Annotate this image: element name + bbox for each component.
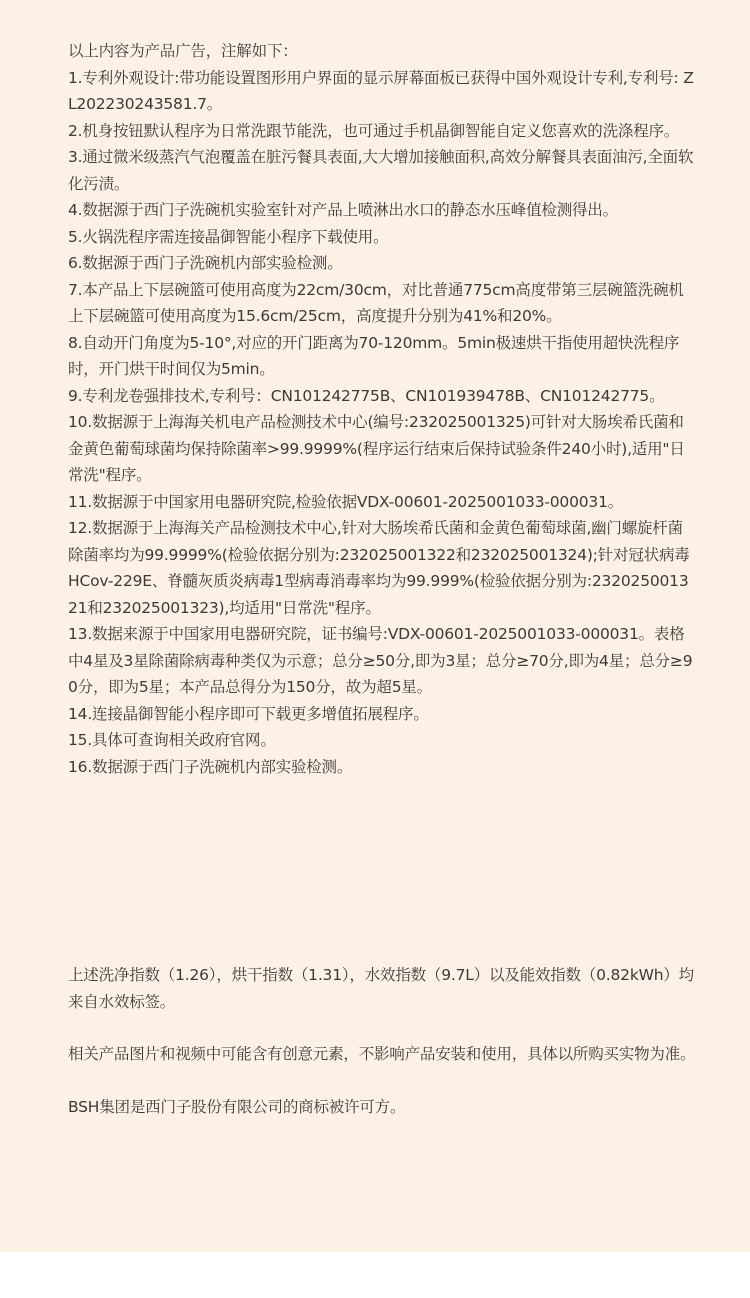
footnote-item: 2.机身按钮默认程序为日常洗跟节能洗，也可通过手机晶御智能自定义您喜欢的洗涤程序。: [68, 121, 680, 140]
footnote-item: 5.火锅洗程序需连接晶御智能小程序下载使用。: [68, 227, 389, 246]
footnotes: [68, 38, 698, 780]
footnote-item: 10.数据源于上海海关机电产品检测技术中心(编号:232025001325)可针对大肠埃希氏菌和金黄色葡萄球菌均保持除菌率>99.9999%(程序运行结束后保持试验条件240小时),适用"日常洗"程序。: [68, 413, 685, 484]
footnote-item: 8.自动开门角度为5-10°,对应的开门距离为70-120mm。5min极速烘干指使用超快洗程序时，开门烘干时间仅为5min。: [68, 333, 680, 378]
disclaimer-note: 相关产品图片和视频中可能含有创意元素，不影响产品安装和使用，具体以所购买实物为准。: [68, 1045, 696, 1063]
trademark-note: BSH集团是西门子股份有限公司的商标被许可方。: [68, 1097, 406, 1116]
footnote-item: 15.具体可查询相关政府官网。: [68, 731, 276, 749]
footnotes-intro: 以上内容为产品广告，注解如下：: [68, 42, 298, 60]
footnote-item: 1.专利外观设计:带功能设置图形用户界面的显示屏幕面板已获得中国外观设计专利,专利号: ZL202230243581.7。: [68, 68, 694, 113]
footnote-item: 6.数据源于西门子洗碗机内部实验检测。: [68, 254, 343, 272]
footnote-item: 14.连接晶御智能小程序即可下载更多增值拓展程序。: [68, 704, 429, 723]
footnote-item: 9.专利龙卷强排技术,专利号：CN101242775B、CN101939478B、CN101242775。: [68, 386, 665, 405]
footnote-item: 12.数据源于上海海关产品检测技术中心,针对大肠埃希氏菌和金黄色葡萄球菌,幽门螺旋杆菌除菌率均为99.9999%(检验依据分别为:232025001322和232025001324);针对冠状病毒HCov-229E、脊髓灰质炎病毒1型病毒消毒率均为99.999%(检验依据分别为:232025001321和232025001323),均适用"日常洗"程序。: [68, 519, 690, 617]
footnote-item: 4.数据源于西门子洗碗机实验室针对产品上喷淋出水口的静态水压峰值检测得出。: [68, 201, 618, 219]
efficiency-note: 上述洗净指数（1.26），烘干指数（1.31），水效指数（9.7L）以及能效指数（0.82kWh）均来自水效标签。: [68, 966, 694, 1011]
footnote-item: 3.通过微米级蒸汽气泡覆盖在脏污餐具表面,大大增加接触面积,高效分解餐具表面油污,全面软化污渍。: [68, 148, 694, 193]
footer-notes: [68, 962, 698, 1120]
footnote-item: 13.数据来源于中国家用电器研究院，证书编号:VDX-00601-2025001033-000031。表格中4星及3星除菌除病毒种类仅为示意；总分≥50分,即为3星；总分≥70分,即为4星；总分≥90分，即为5星；本产品总得分为150分，故为超5星。: [68, 625, 693, 696]
footnote-item: 7.本产品上下层碗篮可使用高度为22cm/30cm，对比普通775cm高度带第三层碗篮洗碗机上下层碗篮可使用高度为15.6cm/25cm，高度提升分别为41%和20%。: [68, 280, 684, 325]
footnote-item: 16.数据源于西门子洗碗机内部实验检测。: [68, 757, 353, 776]
footnote-item: 11.数据源于中国家用电器研究院,检验依据VDX-00601-2025001033-000031。: [68, 492, 624, 511]
